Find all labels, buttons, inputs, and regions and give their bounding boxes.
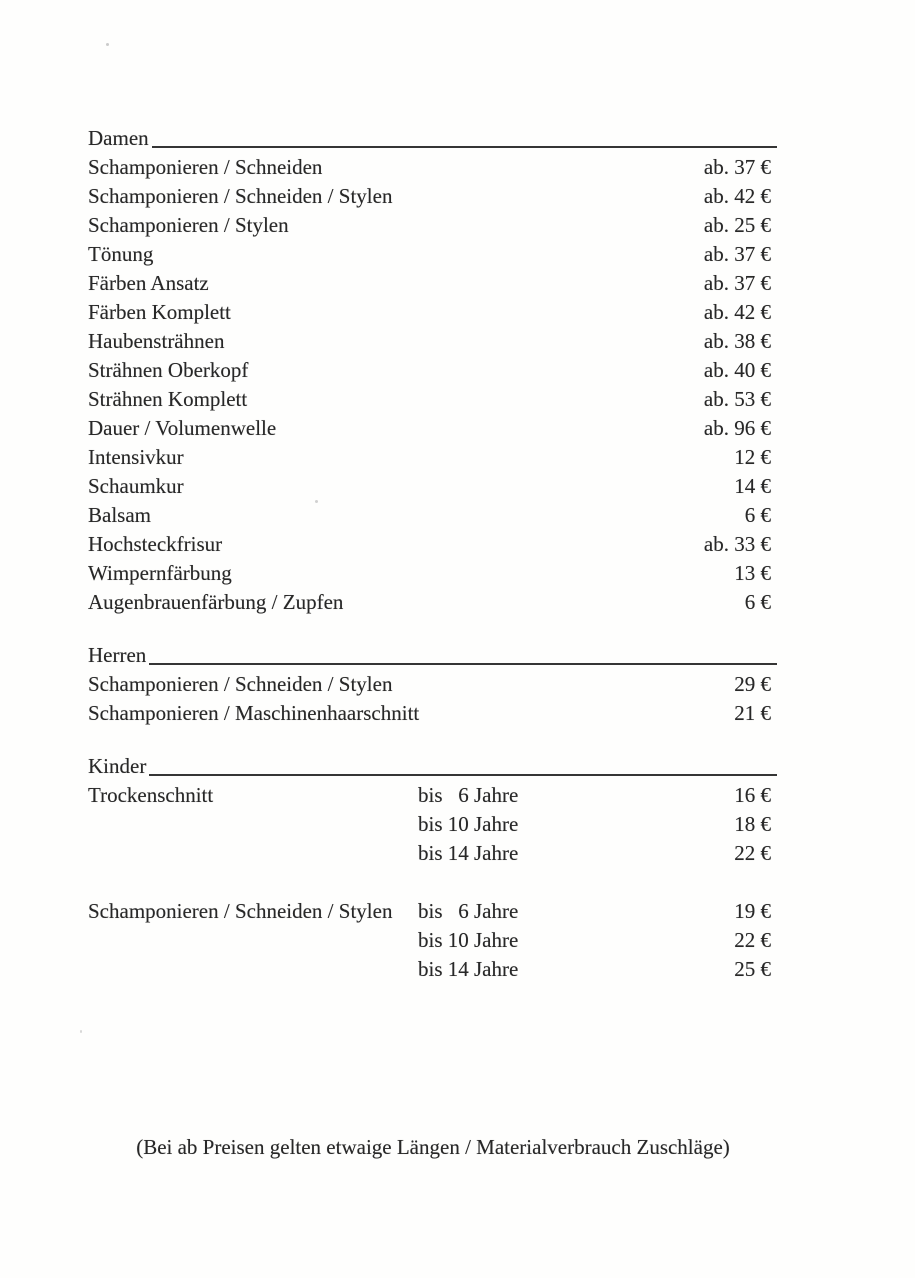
price-row xyxy=(88,501,778,530)
price-row xyxy=(88,699,778,728)
service-name: Trockenschnitt xyxy=(88,783,214,807)
service-group xyxy=(88,781,778,868)
service-name: Augenbrauenfärbung / Zupfen xyxy=(88,590,344,614)
heading-underline xyxy=(149,774,777,776)
service-price: 14 € xyxy=(734,474,771,498)
service-price: ab. 53 € xyxy=(703,387,771,411)
service-price: 19 € xyxy=(734,899,771,923)
scan-speck xyxy=(80,1030,82,1033)
service-price: ab. 42 € xyxy=(703,184,771,208)
age-range: bis 10 Jahre xyxy=(418,928,519,952)
price-row xyxy=(88,443,778,472)
price-row xyxy=(88,269,778,298)
price-row xyxy=(88,298,778,327)
service-name: Schamponieren / Schneiden / Stylen xyxy=(88,899,393,923)
service-price: 16 € xyxy=(734,783,771,807)
section-title: Kinder xyxy=(88,754,147,778)
age-range: bis 6 Jahre xyxy=(418,899,519,923)
service-name: Wimpernfärbung xyxy=(88,561,232,585)
service-name: Schamponieren / Schneiden / Stylen xyxy=(88,184,393,208)
price-row xyxy=(88,153,778,182)
tier-row xyxy=(88,926,778,955)
section-herren xyxy=(88,641,778,728)
service-price: 25 € xyxy=(734,957,771,981)
section-heading xyxy=(88,124,778,153)
section-heading xyxy=(88,641,778,670)
price-row xyxy=(88,327,778,356)
service-name: Schamponieren / Stylen xyxy=(88,213,289,237)
service-name: Strähnen Komplett xyxy=(88,387,248,411)
service-name: Färben Komplett xyxy=(88,300,231,324)
tier-row xyxy=(88,955,778,984)
service-price: ab. 25 € xyxy=(703,213,771,237)
price-row xyxy=(88,472,778,501)
service-price: ab. 40 € xyxy=(703,358,771,382)
price-row xyxy=(88,559,778,588)
section-title: Damen xyxy=(88,126,149,150)
age-range: bis 6 Jahre xyxy=(418,783,519,807)
service-name: Schaumkur xyxy=(88,474,184,498)
section-kinder xyxy=(88,752,778,984)
price-row xyxy=(88,670,778,699)
section-groups xyxy=(88,781,778,984)
service-price: ab. 37 € xyxy=(703,155,771,179)
section-heading xyxy=(88,752,778,781)
price-list xyxy=(88,124,778,984)
service-name: Tönung xyxy=(88,242,154,266)
section-rows xyxy=(88,153,778,617)
service-name: Dauer / Volumenwelle xyxy=(88,416,277,440)
service-price: ab. 42 € xyxy=(703,300,771,324)
price-row xyxy=(88,240,778,269)
price-row xyxy=(88,182,778,211)
service-name: Schamponieren / Schneiden / Stylen xyxy=(88,672,393,696)
surcharge-footnote: (Bei ab Preisen gelten etwaige Längen / Materialverbrauch Zuschläge) xyxy=(136,1135,730,1159)
price-row xyxy=(88,588,778,617)
heading-underline xyxy=(149,663,777,665)
service-price: 22 € xyxy=(734,841,771,865)
service-price: 18 € xyxy=(734,812,771,836)
service-name: Färben Ansatz xyxy=(88,271,209,295)
service-name: Hochsteckfrisur xyxy=(88,532,223,556)
service-price: 21 € xyxy=(734,701,771,725)
service-name xyxy=(88,955,418,984)
tier-row xyxy=(88,810,778,839)
service-name xyxy=(88,839,418,868)
service-price: 6 € xyxy=(744,590,771,614)
scan-speck xyxy=(106,43,109,46)
tier-row xyxy=(88,839,778,868)
service-price: ab. 37 € xyxy=(703,271,771,295)
section-title: Herren xyxy=(88,643,147,667)
service-price: ab. 37 € xyxy=(703,242,771,266)
price-row xyxy=(88,356,778,385)
service-price: 13 € xyxy=(734,561,771,585)
price-row xyxy=(88,414,778,443)
service-price: ab. 38 € xyxy=(703,329,771,353)
service-price: 29 € xyxy=(734,672,771,696)
price-row xyxy=(88,211,778,240)
price-row xyxy=(88,385,778,414)
service-name: Haubensträhnen xyxy=(88,329,225,353)
heading-underline xyxy=(152,146,777,148)
age-range: bis 10 Jahre xyxy=(418,812,519,836)
service-group xyxy=(88,897,778,984)
service-name: Balsam xyxy=(88,503,151,527)
service-name xyxy=(88,926,418,955)
age-range: bis 14 Jahre xyxy=(418,841,519,865)
section-damen xyxy=(88,124,778,617)
service-price: 22 € xyxy=(734,928,771,952)
service-name: Strähnen Oberkopf xyxy=(88,358,249,382)
service-name: Schamponieren / Schneiden xyxy=(88,155,323,179)
tier-row xyxy=(88,897,778,926)
price-row xyxy=(88,530,778,559)
service-price: 12 € xyxy=(734,445,771,469)
service-price: 6 € xyxy=(744,503,771,527)
service-price: ab. 96 € xyxy=(703,416,771,440)
service-name xyxy=(88,810,418,839)
tier-row xyxy=(88,781,778,810)
service-name: Intensivkur xyxy=(88,445,184,469)
age-range: bis 14 Jahre xyxy=(418,957,519,981)
service-price: ab. 33 € xyxy=(703,532,771,556)
section-rows xyxy=(88,670,778,728)
service-name: Schamponieren / Maschinenhaarschnitt xyxy=(88,701,420,725)
